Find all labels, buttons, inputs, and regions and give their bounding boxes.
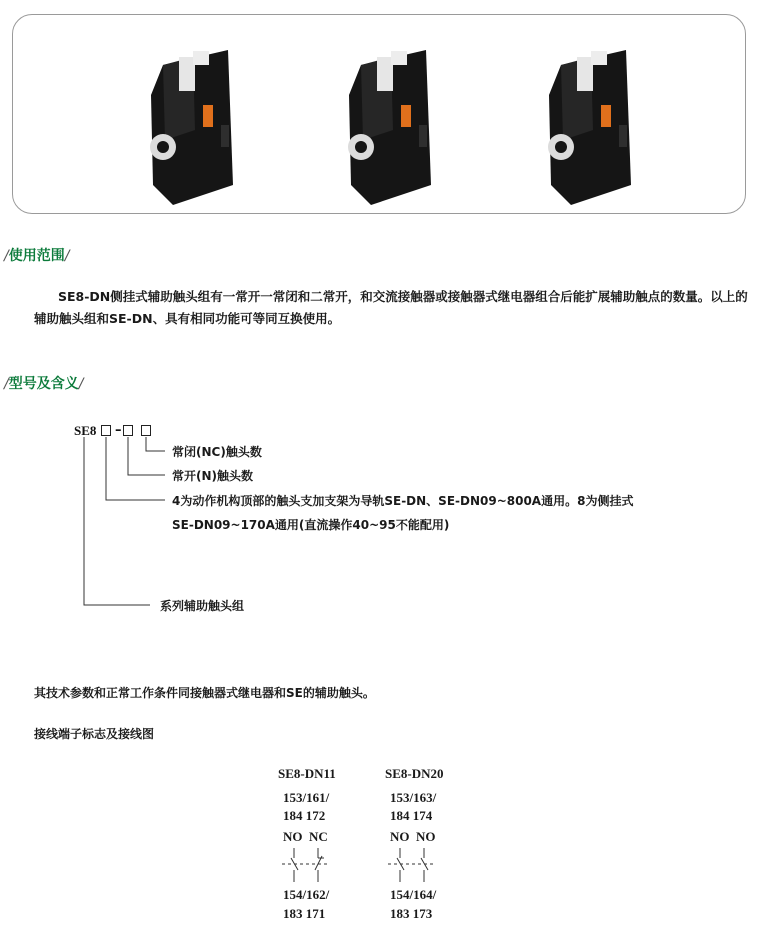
mounting-type-box — [101, 425, 111, 436]
model-section-title — [4, 373, 83, 393]
nc-label: 常闭(NC)触头数 — [172, 445, 262, 459]
usage-paragraph: SE8-DN侧挂式辅助触头组有一常开一常闭和二常开，和交流接触器或接触器式继电器组合后能扩展辅助触点的数量。以上的辅助触头组和SE-DN、具有相同功能可等同互换使用。 — [34, 289, 748, 326]
dn20-contact-types: NO NO — [390, 829, 436, 844]
dn20-top-terminals-line1: 153/163/ — [390, 790, 437, 805]
model-title-text: 型号及含义 — [8, 376, 79, 392]
model-code-prefix: SE8 — [74, 423, 97, 438]
product-image-3 — [531, 35, 641, 210]
product-gallery — [12, 14, 746, 214]
wiring-title: 接线端子标志及接线图 — [34, 727, 155, 741]
dn20-no-contact-symbol-1 — [397, 848, 404, 882]
product-image-1 — [133, 35, 243, 210]
nc-count-box — [141, 425, 151, 436]
title-slash-left: / — [4, 376, 9, 392]
dn20-bottom-terminals-line2: 183 173 — [390, 906, 433, 921]
dn11-nc-contact-symbol — [315, 848, 324, 882]
usage-title-text: 使用范围 — [8, 248, 65, 264]
dn20-top-terminals-line2: 184 174 — [390, 808, 433, 823]
no-count-box — [123, 425, 133, 436]
model-dash: – — [115, 423, 122, 438]
product-image-2 — [331, 35, 441, 210]
title-slash-right: / — [64, 248, 70, 264]
dn11-no-contact-symbol — [291, 848, 298, 882]
auxiliary-contact-block-icon — [531, 35, 641, 210]
dn20-bottom-terminals-line1: 154/164/ — [390, 887, 437, 902]
title-slash-left: / — [4, 248, 9, 264]
usage-section-title — [4, 245, 69, 265]
dn11-contact-types: NO NC — [283, 829, 328, 844]
tech-note: 其技术参数和正常工作条件同接触器式继电器和SE的辅助触头。 — [34, 686, 375, 700]
auxiliary-contact-block-icon — [331, 35, 441, 210]
dn20-no-contact-symbol-2 — [421, 848, 428, 882]
wiring-model-dn11: SE8-DN11 — [278, 766, 336, 781]
dn11-bottom-terminals-line1: 154/162/ — [283, 887, 330, 902]
dn11-top-terminals-line2: 184 172 — [283, 808, 326, 823]
no-label: 常开(N)触头数 — [172, 469, 254, 483]
wiring-model-dn20: SE8-DN20 — [385, 766, 444, 781]
auxiliary-contact-block-icon — [133, 35, 243, 210]
series-label: 系列辅助触头组 — [160, 599, 245, 613]
mounting-label-line1: 4为动作机构顶部的触头支加支架为导轨SE-DN、SE-DN09~800A通用。8为侧挂式 — [172, 494, 634, 508]
title-slash-right: / — [78, 376, 84, 392]
dn11-top-terminals-line1: 153/161/ — [283, 790, 330, 805]
dn11-bottom-terminals-line2: 183 171 — [283, 906, 326, 921]
mounting-label-line2: SE-DN09~170A通用(直流操作40~95不能配用) — [172, 518, 450, 532]
